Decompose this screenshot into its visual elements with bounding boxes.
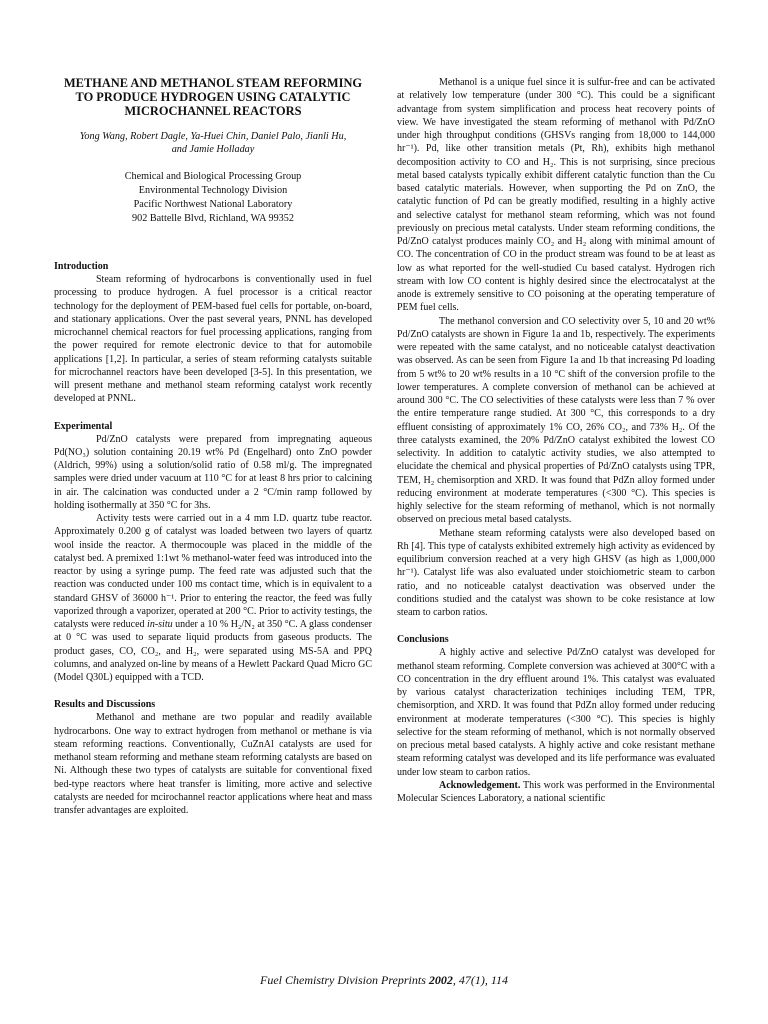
introduction-heading: Introduction <box>54 261 109 272</box>
footer-journal: Fuel Chemistry Division Preprints <box>260 973 429 987</box>
experimental-section <box>54 420 372 685</box>
acknowledgement-text: This work was performed in the Environmental Molecular Sciences Laboratory, a national scientific <box>397 779 715 804</box>
right-column <box>397 76 715 805</box>
authors-line-2: and Jamie Holladay <box>171 144 255 155</box>
affiliation-group: Chemical and Biological Processing Group <box>124 171 302 182</box>
conclusions-section <box>397 633 715 805</box>
footer-volume: , 47(1), 114 <box>452 973 508 987</box>
results-paragraph-2: Methanol is a unique fuel since it is sulfur-free and can be activated at relatively low temperature (under 300 °C). This could be a significant advantage from system simplification and process heat recovery points of view. We have investigated the steam reforming of methanol with Pd/ZnO under high throughput conditions (GHSVs ranging from 18,000 to 144,000 hr⁻¹). Pd, like other transition metals (Pt, Rh), exhibits high methanol decomposition activity to CO and H₂. This is not surprising, since precious metal based catalysts typically exhibit different catalytic function than the Cu based catalytic materials. However, when supporting the Pd on ZnO, the catalytic function of Pd can be greatly modified, resulting in a highly active and selective catalyst for methanol steam reforming, which was not found previously on precious metal catalysts. Under steam reforming conditions, the Pd/ZnO catalyst produces mainly CO₂ and H₂ along with minimal amount of CO. The concentration of CO in the product stream was found to be at least as low as what reported for the well-studied Cu based catalyst. Hydrogen rich stream with low CO content is highly desired since the electrocatalyst at the anode is extremely sensitive to CO poisoning at the operating temperature of PEM fuel cells. <box>397 77 715 314</box>
experimental-p2-italic: in-situ <box>147 619 173 630</box>
conclusions-paragraph: A highly active and selective Pd/ZnO catalyst was developed for methanol steam reforming. Complete conversion was achieved at 300°C with a CO concentration in the dry effluent around 1%. This catalyst was evaluated by various catalyst characterization techiniqes including TEM, TPR, chemisorption, and XRD. It was found that PdZn alloy formed under reducing environment at moderate temperatures (<300 °C). This species is highly selective for the steam reforming of methanol, which is not normally observed on precious metal based catalysts. A highly active and coke resistant methane steam reforming catalyst was developed and its life performance was evaluated under low steam to carbon ratios. <box>397 647 715 778</box>
page-footer <box>0 973 768 988</box>
results-heading: Results and Discussions <box>54 699 156 711</box>
conclusions-heading: Conclusions <box>397 634 449 646</box>
affiliation-lab: Pacific Northwest National Laboratory <box>133 199 293 210</box>
introduction-section <box>54 260 372 406</box>
results-paragraph-3: The methanol conversion and CO selectivity over 5, 10 and 20 wt% Pd/ZnO catalysts are shown in Figure 1a and 1b, respectively. The experiments were repeated with the same catalyst, and no noticeable catalyst deactivation was observed. As can be seen from Figure 1a and 1b that increasing Pd loading from 5 wt% to 20 wt% results in a 10 °C shift of the conversion profile to the lower temperatures. A complete conversion of methanol can be achieved at around 300 °C. The CO selectivities of these catalysts were less than 7 % over the entire temperature range studied. At 300 °C, this corresponds to a dry effluent consisting of approximately 1% CO, 26% CO₂, and 73% H₂. Of the three catalysts examined, the 20% Pd/ZnO catalyst exhibited the lowest CO selectivity. In addition to catalytic activity studies, we also attempted to elucidate the chemical and physical properties of Pd/ZnO catalysts using TPR, TEM, H₂ chemisorption and XRD. It was found that PdZn alloy formed under reducing environment at moderate temperatures (<300 °C). This species is highly selective for the steam reforming of methanol, which is not normally observed on precious metal based catalysts. <box>397 315 715 526</box>
paper-title: METHANE AND METHANOL STEAM REFORMING TO PRODUCE HYDROGEN USING CATALYTIC MICROCHANNEL REACTORS <box>63 76 363 118</box>
experimental-p2-part-b: under a 10 % H₂/N₂ at 350 °C. A glass condenser at 0 °C was used to separate liquid products from gaseous products. The product gases, CO, CO₂, and H₂, were separated using MS-5A and PPQ columns, and analyzed on-line by means of a Hewlett Packard Quad Micro GC (Model Q30L) equipped with a TCD. <box>54 619 372 683</box>
experimental-paragraph-1: Pd/ZnO catalysts were prepared from impregnating aqueous Pd(NO₃) solution containing 20.19 wt% Pd (Engelhard) onto ZnO powder (Aldrich, 99%) using a solution/solid ratio of 0.58 ml/g. The impregnated samples were dried under vacuum at 110 °C for at least 8 hrs prior to calcining in air. The calcination was conducted under a 2 °C/min ramp followed by holding isothermally at 350 °C for 3hs. <box>54 433 372 511</box>
introduction-paragraph: Steam reforming of hydrocarbons is conventionally used in fuel processing to produce hydrogen. A fuel processor is a critical reactor technology for the deployment of PEM-based fuel cells for portable, on-board, and stationary applications. Over the past several years, PNNL has developed microchannel chemical reactors for fuel processing applications, ranging from the power required for remote electronic device to that for automobile applications [1,2]. In particular, a series of steam reforming catalysts suitable for microchannel reactors have been developed [3-5]. In this presentation, we will present methane and methanol steam reforming catalyst work recently developed at PNNL. <box>54 274 372 405</box>
results-paragraph-4: Methane steam reforming catalysts were also developed based on Rh [4]. This type of catalysts exhibited extremely high activity as evidenced by equilibrium conversion reached at a very high GHSV (as high as 1,000,000 hr⁻¹). Catalyst life was also evaluated under stoichiometric steam to carbon ratio, and no noticeable catalyst deactivation was observed under the conditions studied and the catalyst was shown to be coke resistance at low steam to carbon ratios. <box>397 527 715 618</box>
results-section <box>54 698 372 817</box>
experimental-heading: Experimental <box>54 420 113 432</box>
footer-year: 2002 <box>428 973 453 987</box>
results-paragraph-1: Methanol and methane are two popular and readily available hydrocarbons. One way to extract hydrogen from methanol or methane is via steam reforming reactions. Conventionally, CuZnAl catalysts are used for methanol steam reforming and methane steam reforming catalysts are based on Ni. Although these two types of catalysts are suitable for conventional fixed bed-type reactors where heat transfer is limiting, more active and selective catalysts are needed for mcirochannel reactor applications where heat and mass transfer advantages are exploited. <box>54 712 372 816</box>
acknowledgement-paragraph <box>397 779 715 806</box>
affiliation-address: 902 Battelle Blvd, Richland, WA 99352 <box>132 213 294 224</box>
experimental-paragraph-2 <box>54 512 372 684</box>
acknowledgement-heading: Acknowledgement. <box>439 779 521 791</box>
affiliation-block <box>54 170 372 226</box>
authors-line-1: Yong Wang, Robert Dagle, Ya-Huei Chin, Daniel Palo, Jianli Hu, <box>79 131 347 142</box>
experimental-p2-part-a: Activity tests were carried out in a 4 mm I.D. quartz tube reactor. Approximately 0.200 g of catalyst was loaded between two layers of quartz wool inside the reactor. A thermocouple was placed in the middle of the catalyst bed. A premixed 1:1wt % methanol-water feed was introduced into the reactor by using a syringe pump. The feed rate was adjusted such that the reaction was conducted under 100 ms contact time, which is in equivalent to a standard GHSV of 36000 h⁻¹. Prior to entering the reactor, the feed was fully vaporized through a vaporizer, operated at 200 °C. Prior to activity testings, the catalysts were reduced <box>54 513 372 630</box>
left-column <box>54 76 372 817</box>
affiliation-division: Environmental Technology Division <box>138 185 288 196</box>
author-list <box>54 130 372 156</box>
